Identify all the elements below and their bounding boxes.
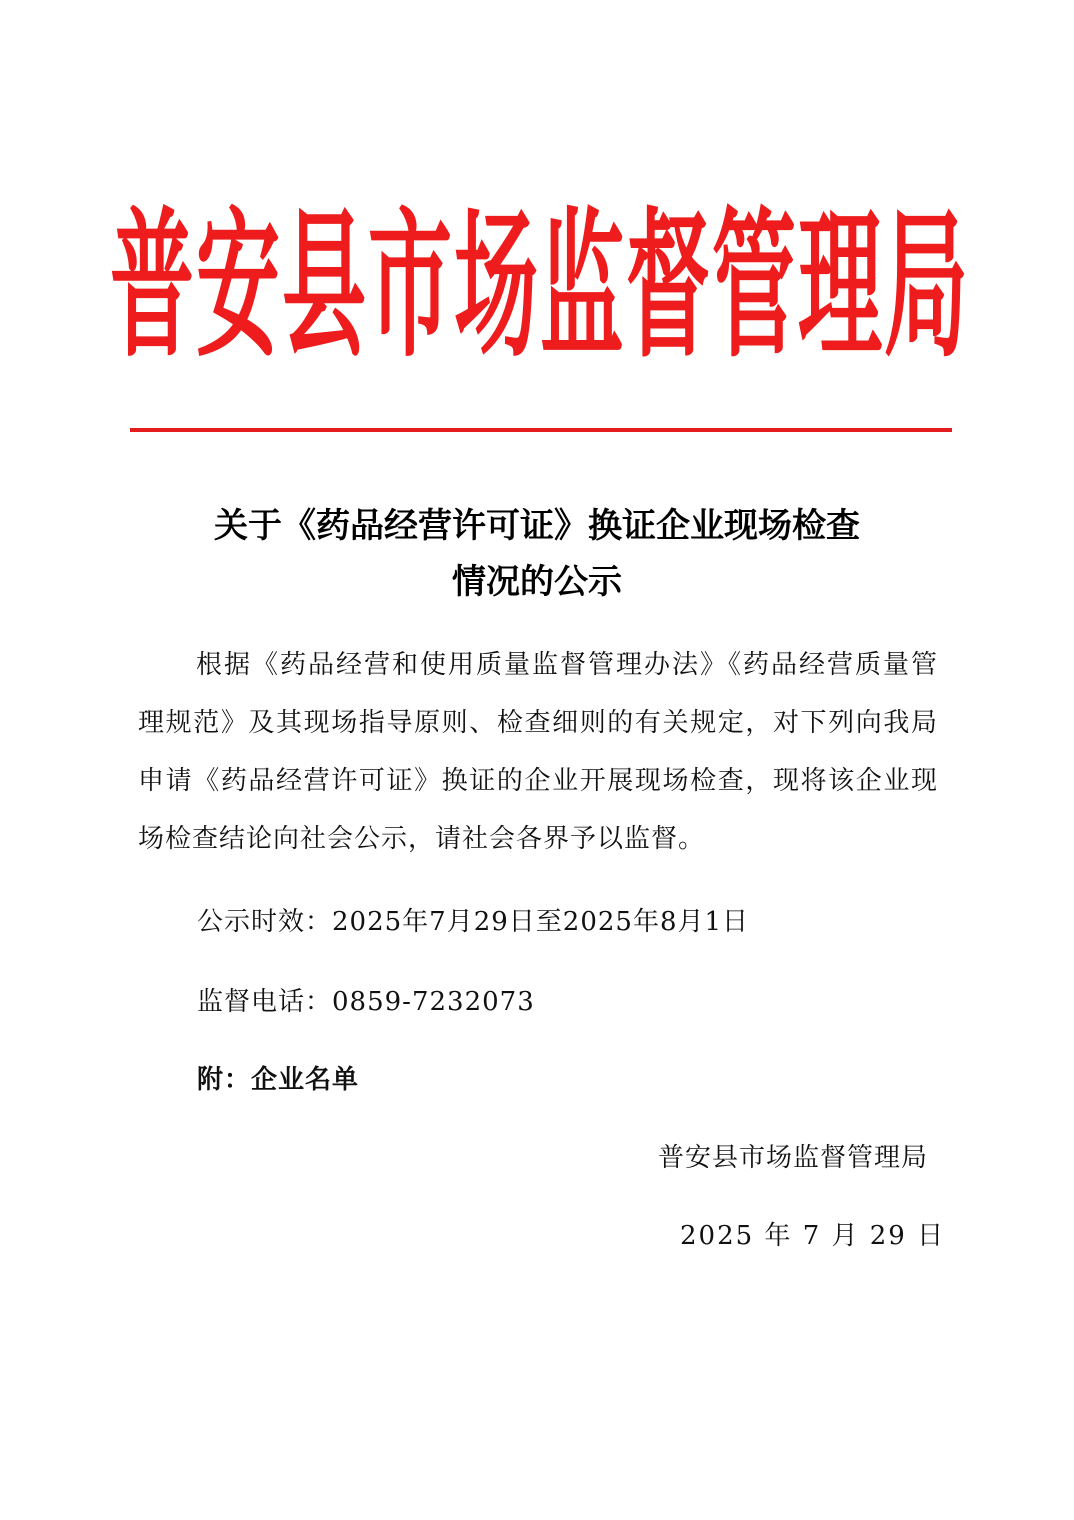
body-paragraph: 根据《药品经营和使用质量监督管理办法》《药品经营质量管理规范》及其现场指导原则、检查细则的有关规定，对下列向我局申请《药品经营许可证》换证的企业开展现场检查，现将该企业现场检查结论向社会公示，请社会各界予以监督。 bbox=[138, 650, 938, 854]
agency-name: 普安县市场监督管理局 bbox=[110, 192, 971, 379]
attachment-label: 附： bbox=[197, 1065, 252, 1095]
attachment-note bbox=[197, 1060, 359, 1100]
supervision-phone-value: 0859-7232073 bbox=[332, 987, 535, 1017]
attachment-value: 企业名单 bbox=[251, 1065, 360, 1095]
issue-date: 2025 年 7 月 29 日 bbox=[680, 1221, 946, 1251]
document-title-line-1: 关于《药品经营许可证》换证企业现场检查 bbox=[214, 506, 860, 546]
supervision-phone-label: 监督电话： bbox=[197, 987, 333, 1017]
letterhead-divider bbox=[130, 428, 952, 432]
issuer-signature: 普安县市场监督管理局 bbox=[657, 1143, 928, 1173]
supervision-phone bbox=[197, 982, 535, 1022]
notice-period-value: 2025年7月29日至2025年8月1日 bbox=[332, 907, 750, 937]
agency-letterhead bbox=[110, 178, 971, 379]
notice-period bbox=[197, 902, 749, 942]
document-title-line-2: 情况的公示 bbox=[452, 562, 622, 602]
document-title bbox=[100, 498, 974, 610]
notice-period-label: 公示时效： bbox=[197, 907, 333, 937]
